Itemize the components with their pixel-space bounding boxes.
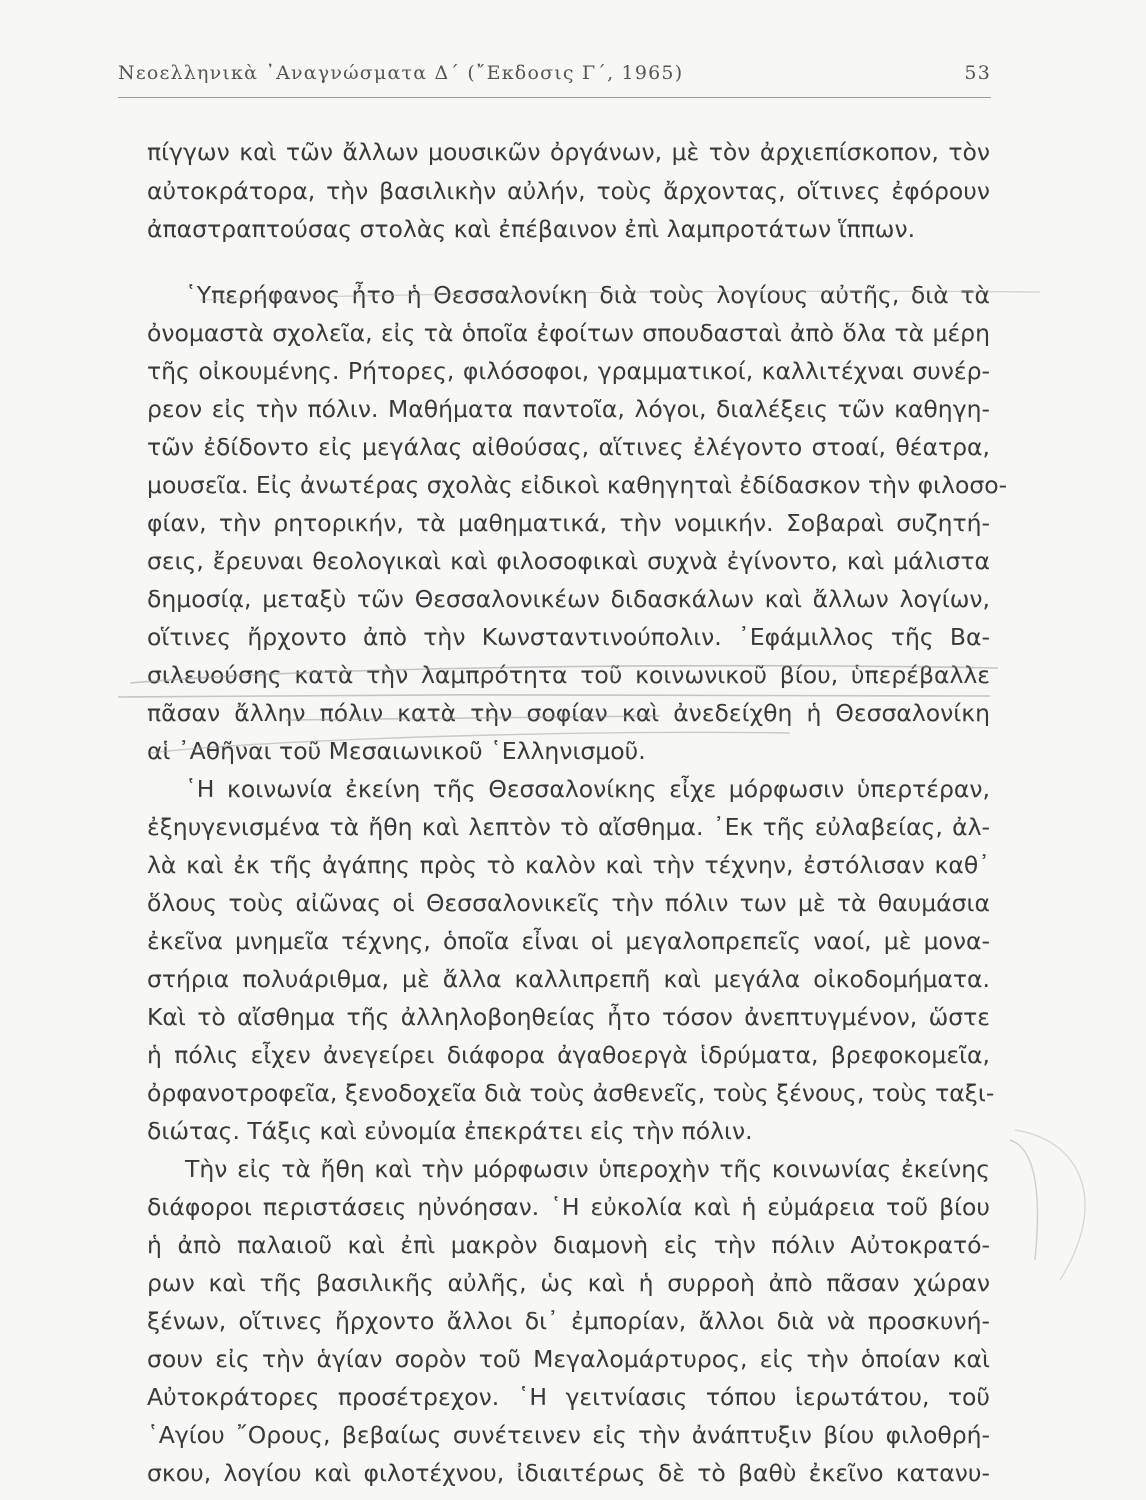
text-line: ἡ ἀπὸ παλαιοῦ καὶ ἐπὶ μακρὸν διαμονὴ εἰς τὴν πόλιν Αὐτοκρατό-: [147, 1231, 990, 1259]
text-line: διάφοροι περιστάσεις ηὐνόησαν. ῾Η εὐκολία καὶ ἡ εὐμάρεια τοῦ βίου: [147, 1193, 990, 1221]
text-line: ὅλους τοὺς αἰῶνας οἱ Θεσσαλονικεῖς τὴν πόλιν των μὲ τὰ θαυμάσια: [147, 889, 990, 917]
text-line: σουν εἰς τὴν ἁγίαν σορὸν τοῦ Μεγαλομάρτυρος, εἰς τὴν ὁποίαν καὶ: [147, 1345, 990, 1373]
text-line: Καὶ τὸ αἴσθημα τῆς ἀλληλοβοηθείας ἦτο τόσον ἀνεπτυγμένον, ὥστε: [147, 1003, 990, 1031]
text-line: αὐτοκράτορα, τὴν βασιλικὴν αὐλήν, τοὺς ἄρχοντας, οἵτινες ἐφόρουν: [147, 177, 990, 205]
text-line: σεις, ἔρευναι θεολογικαὶ καὶ φιλοσοφικαὶ συχνὰ ἐγίνοντο, καὶ μάλιστα: [147, 547, 990, 575]
text-line: ἐξηυγενισμένα τὰ ἤθη καὶ λεπτὸν τὸ αἴσθημα. ᾿Εκ τῆς εὐλαβείας, ἀλ-: [147, 813, 990, 841]
text-line: μουσεῖα. Εἰς ἀνωτέρας σχολὰς εἰδικοὶ καθηγηταὶ ἐδίδασκον τὴν φιλοσο-: [147, 471, 1008, 499]
text-line: σκου, λογίου καὶ φιλοτέχνου, ἰδιαιτέρως δὲ τὸ βαθὺ ἐκεῖνο κατανυ-: [147, 1459, 990, 1487]
text-line: ἡ πόλις εἶχεν ἀνεγείρει διάφορα ἀγαθοεργὰ ἱδρύματα, βρεφοκομεῖα,: [147, 1041, 990, 1069]
text-line: αἱ ᾿Αθῆναι τοῦ Μεσαιωνικοῦ ῾Ελληνισμοῦ.: [147, 737, 646, 765]
text-line: οἵτινες ἤρχοντο ἀπὸ τὴν Κωνσταντινούπολιν. ᾿Εφάμιλλος τῆς Βα-: [147, 623, 990, 651]
running-title: Νεοελληνικὰ ᾿Αναγνώσματα Δ΄ (῎Εκδοσις Γ΄, 1965): [118, 62, 684, 84]
page-number: 53: [964, 62, 991, 84]
text-line: Τὴν εἰς τὰ ἤθη καὶ τὴν μόρφωσιν ὑπεροχὴν τῆς κοινωνίας ἐκείνης: [185, 1155, 990, 1183]
text-line: στήρια πολυάριθμα, μὲ ἄλλα καλλιπρεπῆ καὶ μεγάλα οἰκοδομήματα.: [147, 965, 990, 993]
text-line: ῾Αγίου ῎Ορους, βεβαίως συνέτεινεν εἰς τὴν ἀνάπτυξιν βίου φιλοθρή-: [147, 1421, 990, 1449]
text-line: ὀρφανοτροφεῖα, ξενοδοχεῖα διὰ τοὺς ἀσθενεῖς, τοὺς ξένους, τοὺς ταξι-: [147, 1079, 995, 1107]
text-line: ρεον εἰς τὴν πόλιν. Μαθήματα παντοῖα, λόγοι, διαλέξεις τῶν καθηγη-: [147, 395, 990, 423]
text-line: ξένων, οἵτινες ἤρχοντο ἄλλοι δι᾿ ἐμπορίαν, ἄλλοι διὰ νὰ προσκυνή-: [147, 1307, 990, 1335]
text-line: φίαν, τὴν ρητορικήν, τὰ μαθηματικά, τὴν νομικήν. Σοβαραὶ συζητή-: [147, 509, 990, 537]
text-line: λὰ καὶ ἐκ τῆς ἀγάπης πρὸς τὸ καλὸν καὶ τὴν τέχνην, ἐστόλισαν καθ᾿: [147, 851, 990, 879]
text-line: τῶν ἐδίδοντο εἰς μεγάλας αἰθούσας, αἵτινες ἐλέγοντο στοαί, θέατρα,: [147, 433, 990, 461]
text-line: πᾶσαν ἄλλην πόλιν κατὰ τὴν σοφίαν καὶ ἀνεδείχθη ἡ Θεσσαλονίκη: [147, 699, 990, 727]
text-line: ἀπαστραπτούσας στολὰς καὶ ἐπέβαινον ἐπὶ λαμπροτάτων ἵππων.: [147, 215, 916, 243]
text-line: ῾Υπερήφανος ἦτο ἡ Θεσσαλονίκη διὰ τοὺς λογίους αὐτῆς, διὰ τὰ: [185, 281, 990, 309]
text-line: τῆς οἰκουμένης. Ρήτορες, φιλόσοφοι, γραμματικοί, καλλιτέχναι συνέρ-: [147, 357, 990, 385]
text-line: σιλευούσης κατὰ τὴν λαμπρότητα τοῦ κοινωνικοῦ βίου, ὑπερέβαλλε: [147, 661, 990, 689]
text-line: πίγγων καὶ τῶν ἄλλων μουσικῶν ὀργάνων, μὲ τὸν ἀρχιεπίσκοπον, τὸν: [147, 138, 990, 166]
text-line: διώτας. Τάξις καὶ εὐνομία ἐπεκράτει εἰς τὴν πόλιν.: [147, 1117, 753, 1145]
text-line: Αὐτοκράτορες προσέτρεχον. ῾Η γειτνίασις τόπου ἱερωτάτου, τοῦ: [147, 1383, 990, 1411]
text-line: δημοσίᾳ, μεταξὺ τῶν Θεσσαλονικέων διδασκάλων καὶ ἄλλων λογίων,: [147, 585, 990, 613]
text-line: ἐκεῖνα μνημεῖα τέχνης, ὁποῖα εἶναι οἱ μεγαλοπρεπεῖς ναοί, μὲ μονα-: [147, 927, 990, 955]
text-line: ὀνομαστὰ σχολεῖα, εἰς τὰ ὁποῖα ἐφοίτων σπουδασταὶ ἀπὸ ὅλα τὰ μέρη: [147, 319, 990, 347]
text-line: ρων καὶ τῆς βασιλικῆς αὐλῆς, ὡς καὶ ἡ συρροὴ ἀπὸ πᾶσαν χώραν: [147, 1269, 990, 1297]
text-line: ῾Η κοινωνία ἐκείνη τῆς Θεσσαλονίκης εἶχε μόρφωσιν ὑπερτέραν,: [185, 775, 990, 803]
